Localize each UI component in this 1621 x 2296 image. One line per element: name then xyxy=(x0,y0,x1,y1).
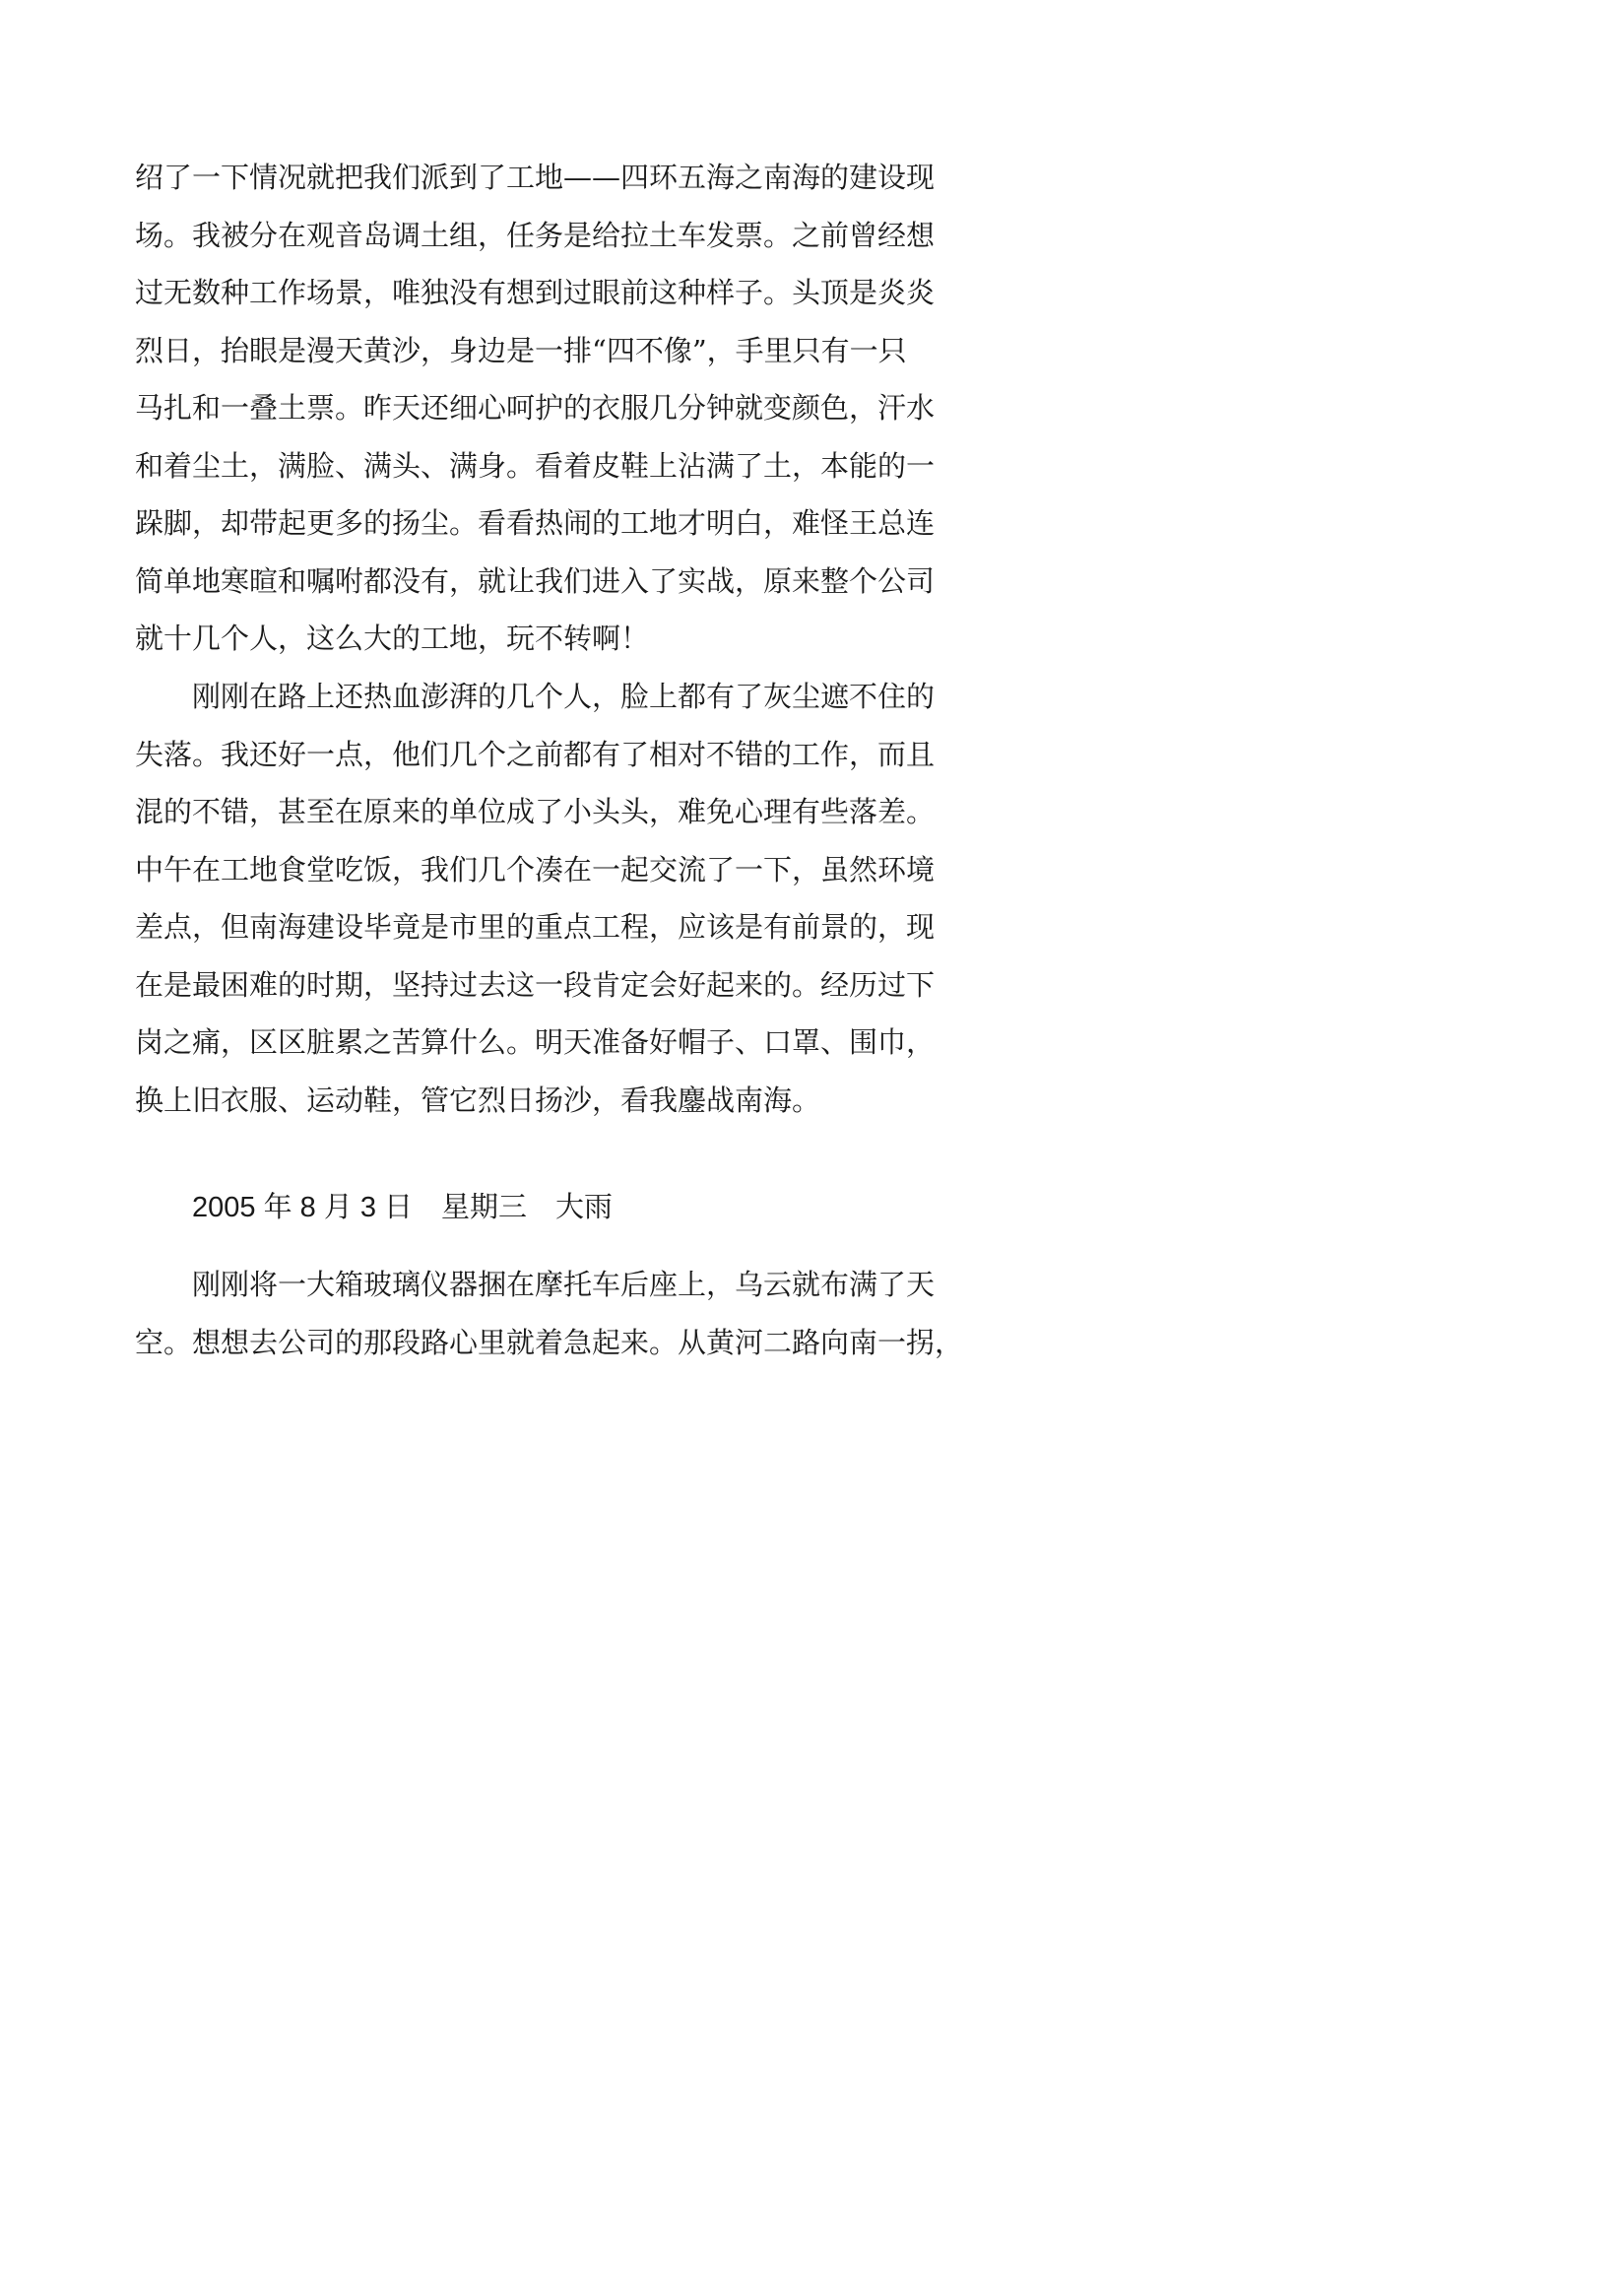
paragraph-line: 跺脚，却带起更多的扬尘。看看热闹的工地才明白，难怪王总连 xyxy=(135,506,936,540)
paragraph-2 xyxy=(135,668,962,1129)
paragraph-line: 中午在工地食堂吃饭，我们几个凑在一起交流了一下，虽然环境 xyxy=(135,852,936,886)
diary-entry-heading xyxy=(192,1179,613,1236)
paragraph-line: 马扎和一叠土票。昨天还细心呵护的衣服几分钟就变颜色，汗水 xyxy=(135,391,936,425)
paragraph-line: 刚刚将一大箱玻璃仪器捆在摩托车后座上，乌云就布满了天 xyxy=(135,1268,936,1301)
paragraph-line: 刚刚在路上还热血澎湃的几个人，脸上都有了灰尘遮不住的 xyxy=(135,680,936,713)
paragraph-line: 在是最困难的时期，坚持过去这一段肯定会好起来的。经历过下 xyxy=(135,967,936,1002)
paragraph-line: 岗之痛，区区脏累之苦算什么。明天准备好帽子、口罩、围巾， xyxy=(135,1025,936,1059)
paragraph-line: 差点，但南海建设毕竟是市里的重点工程，应该是有前景的，现 xyxy=(135,910,936,944)
paragraph-line: 场。我被分在观音岛调土组，任务是给拉土车发票。之前曾经想 xyxy=(135,218,936,252)
paragraph-line: 换上旧衣服、运动鞋，管它烈日扬沙，看我鏖战南海。 xyxy=(135,1082,821,1117)
paragraph-1 xyxy=(135,149,962,668)
paragraph-3 xyxy=(135,1256,962,1371)
paragraph-line: 和着尘土，满脸、满头、满身。看着皮鞋上沾满了土，本能的一 xyxy=(135,448,936,483)
entry-date-label: 2005 年 8 月 3 日 星期三 大雨 xyxy=(192,1192,614,1223)
paragraph-line: 空。想想去公司的那段路心里就着急起来。从黄河二路向南一拐， xyxy=(135,1325,964,1359)
paragraph-line: 绍了一下情况就把我们派到了工地——四环五海之南海的建设现 xyxy=(135,161,936,194)
paragraph-line: 就十几个人，这么大的工地，玩不转啊！ xyxy=(135,622,650,655)
paragraph-line: 失落。我还好一点，他们几个之前都有了相对不错的工作，而且 xyxy=(135,737,936,771)
paragraph-line: 混的不错，甚至在原来的单位成了小头头，难免心理有些落差。 xyxy=(135,795,936,828)
paragraph-line: 过无数种工作场景，唯独没有想到过眼前这种样子。头顶是炎炎 xyxy=(135,276,936,309)
document-page xyxy=(0,0,1085,1538)
paragraph-line: 烈日，抬眼是漫天黄沙，身边是一排“四不像”，手里只有一只 xyxy=(135,333,907,367)
paragraph-line: 简单地寒暄和嘱咐都没有，就让我们进入了实战，原来整个公司 xyxy=(135,563,936,598)
